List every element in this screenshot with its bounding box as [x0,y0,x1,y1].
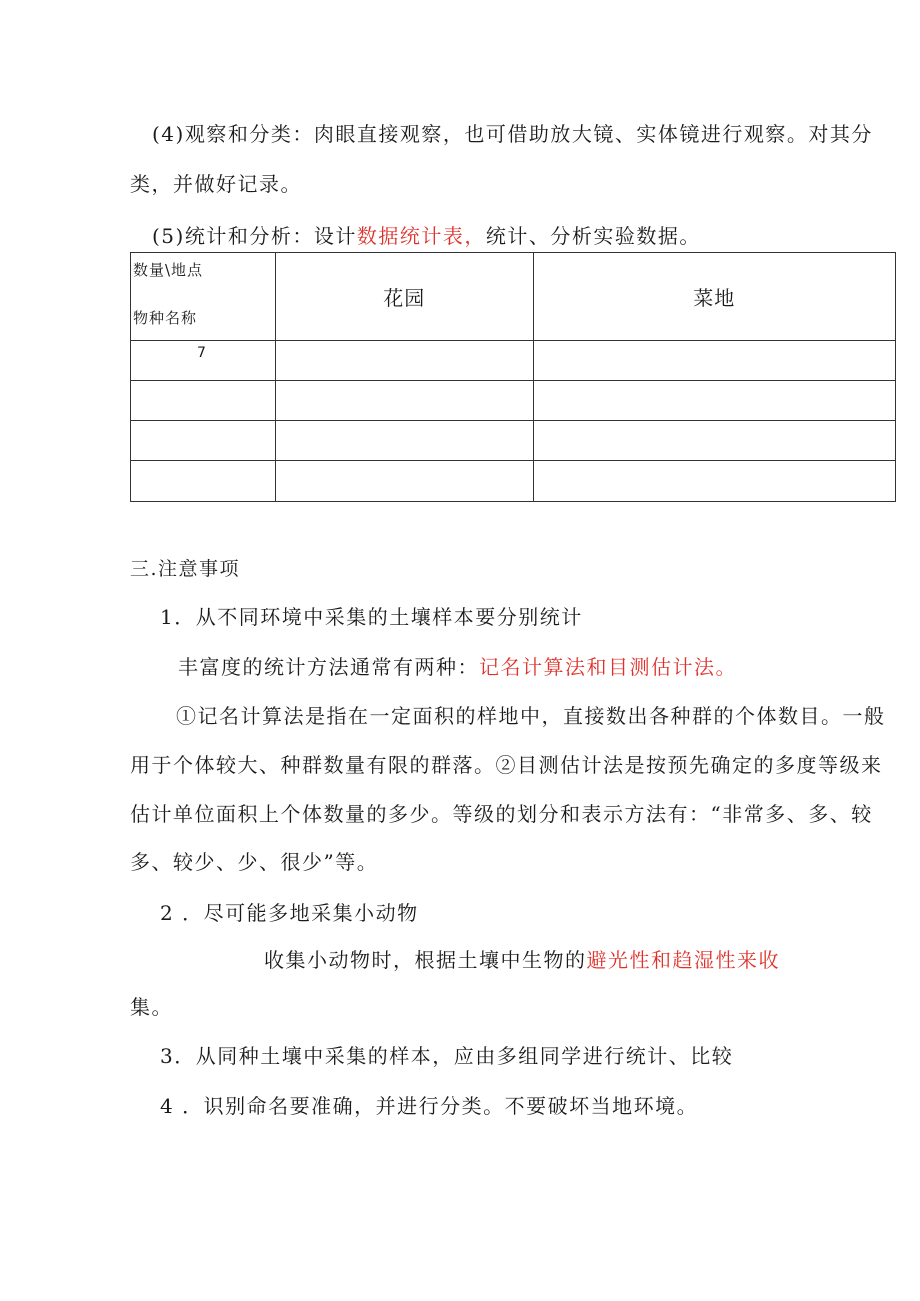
column-header-garden: 花园 [275,253,533,341]
statistics-table [130,252,896,502]
note-2: 2 ．尽可能多地采集小动物 [160,901,419,925]
section3-heading: 三.注意事项 [130,558,241,580]
item5-line [152,226,701,246]
corner-header-top: 数量\地点 [133,261,204,279]
table-cell [131,421,276,461]
table-cell [275,461,533,502]
table-row [131,461,896,502]
table-cell [131,461,276,502]
note-4: 4 ．识别命名要准确，并进行分类。不要破坏当地环境。 [160,1094,699,1118]
note-3: 3．从同种土壤中采集的样本，应由多组同学进行统计、比较 [160,1044,734,1068]
richness-line [178,657,737,677]
column-header-vegetable-field: 菜地 [533,253,895,341]
table-cell [131,381,276,421]
corner-header-cell [131,253,276,341]
table-header-row [131,253,896,341]
collect-line [264,950,780,970]
item4-line2: 类，并做好记录。 [130,172,302,196]
table-cell: 7 [131,341,276,381]
table-cell [533,421,895,461]
richness-prefix: 丰富度的统计方法通常有两种： [178,655,479,679]
table-cell [533,341,895,381]
method-paragraph-line1: ①记名计算法是指在一定面积的样地中，直接数出各种群的个体数目。一般 [176,704,886,728]
method-paragraph-line3: 估计单位面积上个体数量的多少。等级的划分和表示方法有：“非常多、多、较 [130,802,873,826]
note-1: 1．从不同环境中采集的土壤样本要分别统计 [160,605,583,629]
item5-prefix: (5)统计和分析：设计 [152,224,357,248]
table-row [131,341,896,381]
item4-line1: (4)观察和分类：肉眼直接观察，也可借助放大镜、实体镜进行观察。对其分 [152,122,873,146]
collect-prefix: 收集小动物时，根据土壤中生物的 [264,948,587,972]
collect-highlight: 避光性和趋湿性来收 [586,948,780,972]
collect-line-end: 集。 [130,995,173,1019]
corner-header-bottom: 物种名称 [133,309,198,327]
table-cell [275,421,533,461]
table-cell [275,381,533,421]
item5-highlight: 数据统计表， [356,224,486,248]
table-row [131,381,896,421]
method-paragraph-line4: 多、较少、少、很少”等。 [130,850,379,874]
richness-methods: 记名计算法和目测估计法。 [479,655,737,679]
item5-suffix: 统计、分析实验数据。 [485,224,701,248]
table-cell [533,461,895,502]
table-cell [275,341,533,381]
method-paragraph-line2: 用于个体较大、种群数量有限的群落。②目测估计法是按预先确定的多度等级来 [130,753,883,777]
table-cell [533,381,895,421]
table-row [131,421,896,461]
